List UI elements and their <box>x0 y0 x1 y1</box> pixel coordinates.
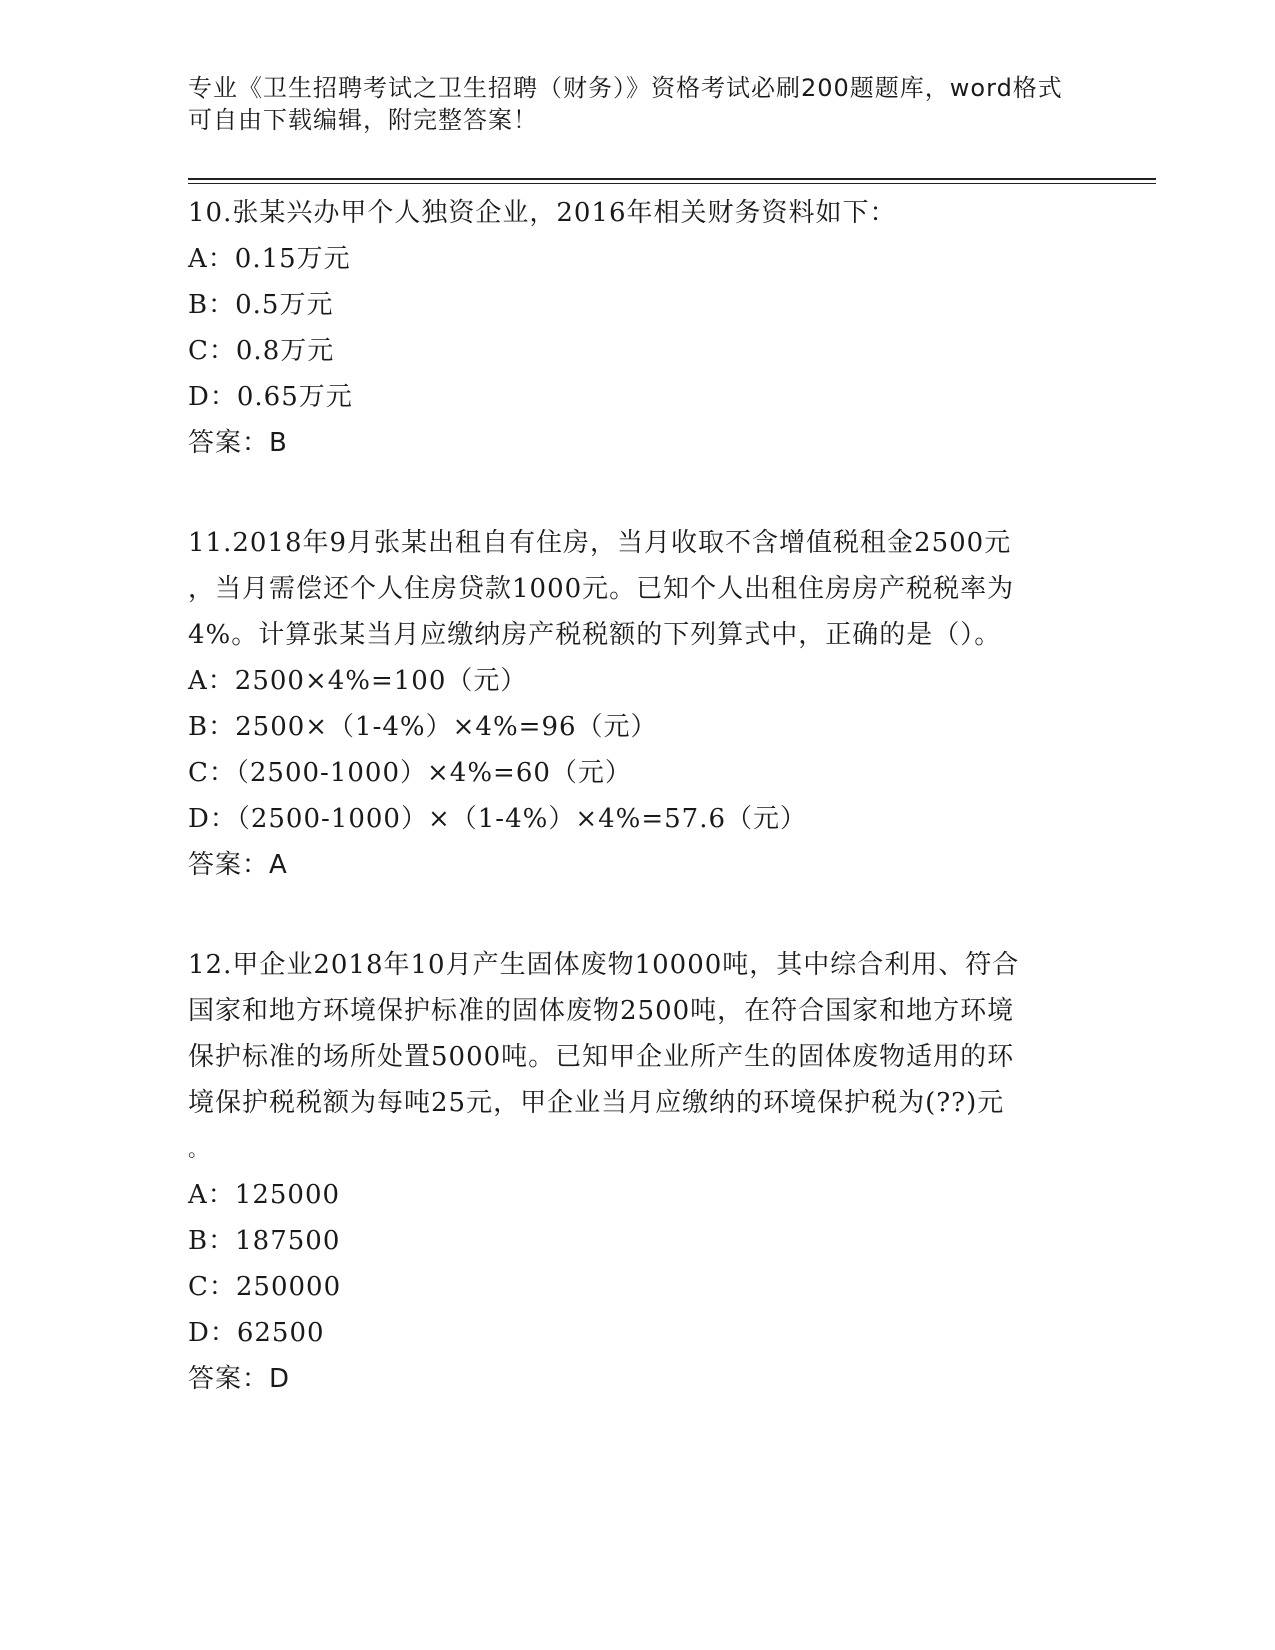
header-divider-thick <box>188 178 1156 180</box>
option-c: C：250000 <box>188 1272 342 1302</box>
question-text: ，当月需偿还个人住房贷款1000元。已知个人出租住房房产税税率为 <box>188 574 1015 604</box>
option-c: C：（2500-1000）×4%=60（元） <box>188 758 632 788</box>
question-text: 境保护税税额为每吨25元，甲企业当月应缴纳的环境保护税为(??)元 <box>188 1088 1005 1118</box>
option-a: A：0.15万元 <box>188 244 351 274</box>
document-header <box>188 72 1088 136</box>
header-line-1: 专业《卫生招聘考试之卫生招聘（财务）》资格考试必刷200题题库，word格式 <box>188 74 1063 102</box>
option-b: B：0.5万元 <box>188 290 334 320</box>
question-text: 国家和地方环境保护标准的固体废物2500吨，在符合国家和地方环境 <box>188 996 1015 1026</box>
header-divider-thin <box>188 183 1156 184</box>
option-d: D：62500 <box>188 1318 325 1348</box>
question-text: 11.2018年9月张某出租自有住房，当月收取不含增值税租金2500元 <box>188 528 1012 558</box>
option-d: D：0.65万元 <box>188 382 353 412</box>
question-12 <box>188 942 1088 1402</box>
question-text: 4%。计算张某当月应缴纳房产税税额的下列算式中，正确的是（）。 <box>188 620 1002 650</box>
option-d: D：（2500-1000）×（1-4%）×4%=57.6（元） <box>188 804 808 834</box>
answer: 答案：A <box>188 850 288 880</box>
option-a: A：2500×4%=100（元） <box>188 666 528 696</box>
question-text: 12.甲企业2018年10月产生固体废物10000吨，其中综合利用、符合 <box>188 950 1020 980</box>
header-line-2: 可自由下载编辑，附完整答案！ <box>188 106 538 134</box>
option-a: A：125000 <box>188 1180 341 1210</box>
option-b: B：2500×（1-4%）×4%=96（元） <box>188 712 658 742</box>
question-text: 保护标准的场所处置5000吨。已知甲企业所产生的固体废物适用的环 <box>188 1042 1015 1072</box>
question-list <box>188 190 1088 1402</box>
answer: 答案：D <box>188 1364 291 1394</box>
question-text: 10.张某兴办甲个人独资企业，2016年相关财务资料如下： <box>188 198 897 228</box>
option-b: B：187500 <box>188 1226 341 1256</box>
answer: 答案：B <box>188 428 288 458</box>
option-c: C：0.8万元 <box>188 336 335 366</box>
question-text: 。 <box>188 1137 209 1161</box>
question-11 <box>188 520 1088 888</box>
question-10 <box>188 190 1088 466</box>
